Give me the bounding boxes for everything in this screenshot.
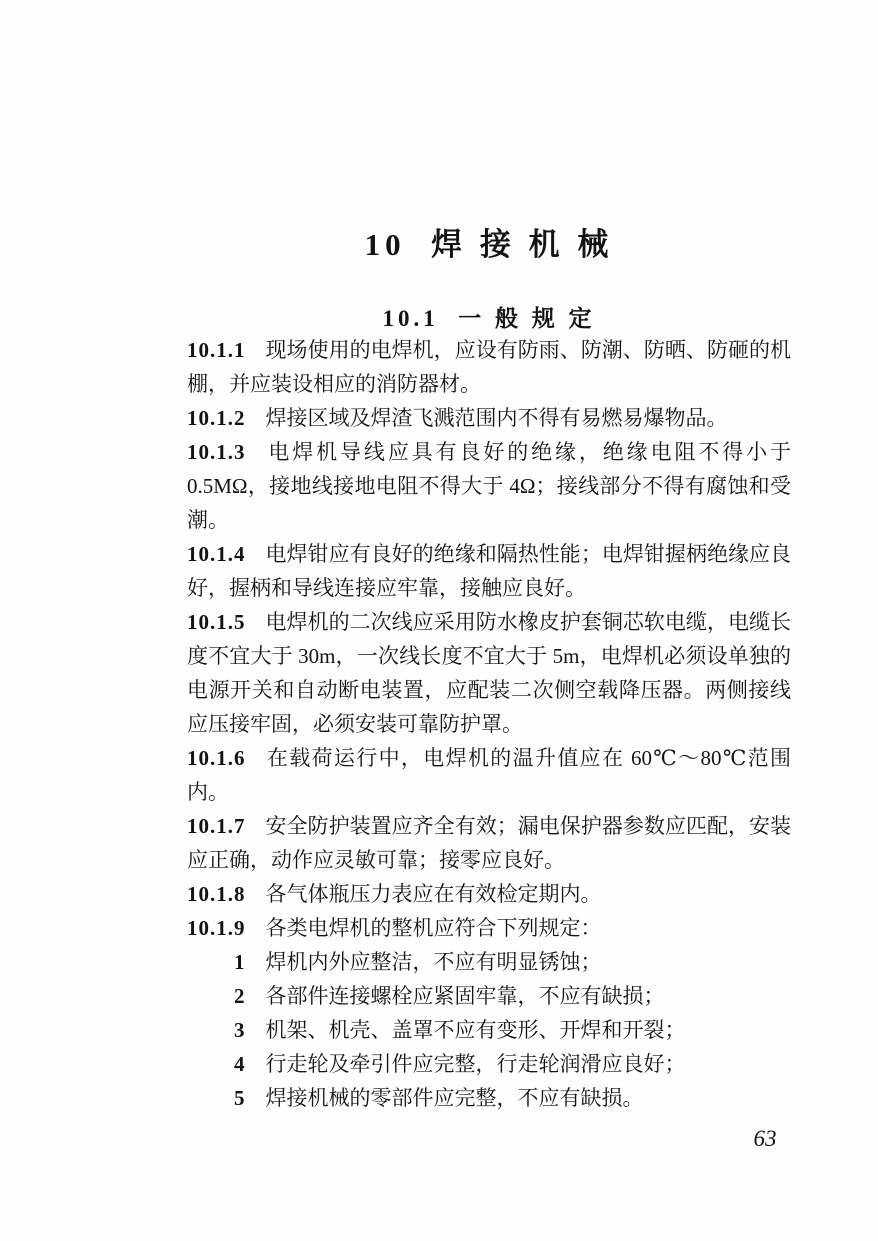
- list-item-text: 机架、机壳、盖罩不应有变形、开焊和开裂；: [265, 1018, 686, 1042]
- list-item-5: [187, 1081, 791, 1115]
- clause-text: 电焊钳应有良好的绝缘和隔热性能；电焊钳握柄绝缘应良好，握柄和导线连接应牢靠，接触应良好。: [187, 542, 791, 600]
- clause-10-1-6: [187, 741, 791, 809]
- list-item-1: [187, 945, 791, 979]
- clause-text: 电焊机导线应具有良好的绝缘，绝缘电阻不得小于 0.5MΩ，接地线接地电阻不得大于 4Ω；接线部分不得有腐蚀和受潮。: [187, 440, 791, 532]
- clause-10-1-3: [187, 435, 791, 537]
- list-item-text: 焊机内外应整洁，不应有明显锈蚀；: [265, 950, 602, 974]
- list-item-text: 各部件连接螺栓应紧固牢靠，不应有缺损；: [265, 984, 665, 1008]
- list-item-number: 3: [234, 1018, 245, 1042]
- clause-text: 焊接区域及焊渣飞溅范围内不得有易燃易爆物品。: [265, 406, 728, 430]
- list-item-2: [187, 979, 791, 1013]
- list-item-text: 焊接机械的零部件应完整，不应有缺损。: [265, 1086, 644, 1110]
- clause-text: 各类电焊机的整机应符合下列规定：: [265, 916, 602, 940]
- clause-text: 现场使用的电焊机，应设有防雨、防潮、防晒、防砸的机棚，并应装设相应的消防器材。: [187, 338, 791, 396]
- clause-10-1-9: [187, 911, 791, 945]
- clause-10-1-4: [187, 537, 791, 605]
- clause-number: 10.1.2: [187, 406, 246, 430]
- clause-number: 10.1.5: [187, 610, 246, 634]
- clause-10-1-8: [187, 877, 791, 911]
- clause-10-1-5: [187, 605, 791, 741]
- list-item-number: 5: [234, 1086, 245, 1110]
- clause-text: 安全防护装置应齐全有效；漏电保护器参数应匹配，安装应正确，动作应灵敏可靠；接零应良好。: [187, 814, 791, 872]
- chapter-title: 10 焊 接 机 械: [364, 226, 614, 262]
- clause-number: 10.1.9: [187, 916, 246, 940]
- clause-number: 10.1.1: [187, 338, 246, 362]
- clause-10-1-7: [187, 809, 791, 877]
- page-number: 63: [753, 1126, 777, 1151]
- list-item-number: 2: [234, 984, 245, 1008]
- clause-number: 10.1.6: [187, 746, 246, 770]
- list-item-number: 4: [234, 1052, 245, 1076]
- clause-10-1-2: [187, 401, 791, 435]
- clause-text: 在载荷运行中，电焊机的温升值应在 60℃～80℃范围内。: [187, 746, 791, 804]
- list-item-4: [187, 1047, 791, 1081]
- clause-number: 10.1.3: [187, 440, 246, 464]
- list-item-3: [187, 1013, 791, 1047]
- clause-number: 10.1.8: [187, 882, 246, 906]
- list-item-text: 行走轮及牵引件应完整，行走轮润滑应良好；: [265, 1052, 686, 1076]
- list-item-number: 1: [234, 950, 245, 974]
- clause-10-1-1: [187, 333, 791, 401]
- clause-number: 10.1.4: [187, 542, 246, 566]
- clause-text: 各气体瓶压力表应在有效检定期内。: [265, 882, 602, 906]
- section-title: 10.1 一 般 规 定: [382, 306, 596, 332]
- body-text: [187, 333, 791, 1115]
- clause-text: 电焊机的二次线应采用防水橡皮护套铜芯软电缆，电缆长度不宜大于 30m，一次线长度不宜大于 5m，电焊机必须设单独的电源开关和自动断电装置，应配装二次侧空载降压器。两侧接线应压接牢固，必须安装可靠防护罩。: [187, 610, 791, 736]
- clause-number: 10.1.7: [187, 814, 246, 838]
